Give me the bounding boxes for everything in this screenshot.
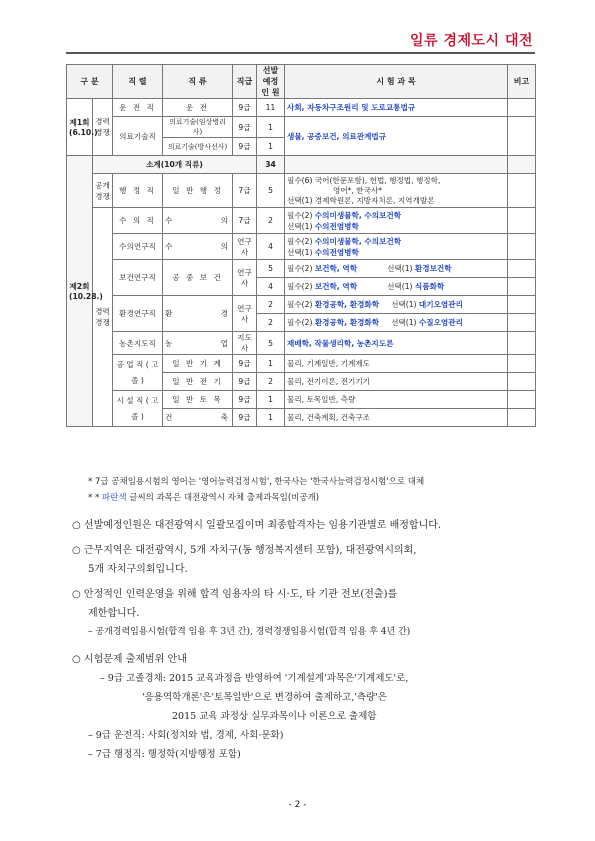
subject-highlight: 보건학, 역학 — [314, 282, 358, 291]
header-divider — [66, 52, 535, 54]
subject-highlight: 수의전염병학 — [314, 221, 359, 231]
subject-cell — [285, 278, 508, 296]
notice-subitem: – 9급 고졸경채: 2015 교육과정을 반영하여 '기계설계'과목은'기계제도'로, — [100, 673, 409, 684]
note-cell — [508, 260, 536, 278]
table-row — [67, 332, 536, 355]
subject-highlight: 환경보건학 — [414, 264, 452, 273]
count-cell: 1 — [257, 117, 285, 138]
count-cell: 1 — [257, 409, 285, 427]
footnote-text: 글씨의 과목은 대전광역시 자체 출제과목임(비공개) — [126, 493, 320, 503]
round-cell: 제2회 (10.28.) — [67, 156, 93, 427]
col-header: 선발예정 인 원 — [257, 65, 285, 99]
notice-item: ○ 안정적인 인력운영을 위해 합격 임용자의 타 시·도, 타 기관 전보(전출)를 — [72, 589, 398, 600]
notice-item: ○ 근무지역은 대전광역시, 5개 자치구(동 행정복지센터 포함), 대전광역시의회, — [72, 545, 417, 556]
subject-cell: 물리, 건축계획, 건축구조 — [285, 409, 508, 427]
grade-cell: 9급 — [233, 99, 257, 117]
type-cell: 공 중 보 건 — [163, 260, 233, 296]
type-cell: 농 업 — [163, 332, 233, 355]
notice-item: ○ 선발예정인원은 대전광역시 일괄모집이며 최종합격자는 임용기관별로 배정합니다. — [72, 520, 442, 531]
table-row — [67, 117, 536, 138]
count-cell: 11 — [257, 99, 285, 117]
grade-cell: 연구사 — [233, 234, 257, 260]
count-cell: 2 — [257, 296, 285, 314]
grade-cell: 7급 — [233, 208, 257, 234]
type-cell: 수 의 — [163, 208, 233, 234]
subject-prefix: 선택(1) — [287, 221, 315, 231]
col-header: 시 험 과 목 — [285, 65, 508, 99]
count-cell: 5 — [257, 260, 285, 278]
grade-cell: 9급 — [233, 355, 257, 373]
note-cell — [508, 208, 536, 234]
notice-subitem: – 공개경력임용시험(합격 임용 후 3년 간), 경력경쟁임용시험(합격 임용 후 4년 간) — [88, 627, 411, 637]
series-cell: 환경연구직 — [113, 296, 163, 332]
type-cell: 의료기술(임상병리사) — [163, 117, 233, 138]
subject-cell — [285, 156, 508, 174]
series-cell: 시 설 직 ( 고 졸 ) — [113, 391, 163, 427]
grade-cell: 연구사 — [233, 296, 257, 332]
series-cell: 의료기술직 — [113, 117, 163, 156]
footnote — [88, 490, 424, 506]
series-cell: 행 정 직 — [113, 174, 163, 208]
subject-cell — [285, 314, 508, 332]
notice-subitem-cont: '응용역학개론'은'토목일반'으로 변경하여 출제하고,'측량'은 — [142, 692, 387, 703]
series-cell: 수의연구직 — [113, 234, 163, 260]
subject-line — [287, 236, 505, 247]
table-header-row — [67, 65, 536, 99]
subject-prefix: 필수(2) — [287, 210, 315, 220]
subject-cell — [285, 208, 508, 234]
notice-subitem: – 7급 행정직: 행정학(지방행정 포함) — [88, 749, 241, 760]
note-cell — [508, 373, 536, 391]
col-header: 직 류 — [163, 65, 233, 99]
count-cell: 4 — [257, 234, 285, 260]
col-header: 직급 — [233, 65, 257, 99]
grade-cell: 9급 — [233, 391, 257, 409]
subject-cell — [285, 174, 508, 208]
table-footnotes — [88, 474, 424, 506]
subject-line — [287, 221, 505, 232]
subject-line: 영어*, 한국사* — [333, 185, 383, 195]
footnote-blue-word: 파란색 — [101, 493, 127, 503]
subject-prefix: 선택(1) — [287, 247, 315, 257]
subject-cell: 물리, 토목일반, 측량 — [285, 391, 508, 409]
count-cell: 1 — [257, 355, 285, 373]
subject-highlight: 수의전염병학 — [314, 247, 359, 257]
count-cell: 5 — [257, 332, 285, 355]
count-cell: 2 — [257, 208, 285, 234]
subject-prefix: 필수(2) — [287, 264, 315, 273]
brand-title: 일류 경제도시 대전 — [410, 33, 533, 49]
col-header: 구 분 — [67, 65, 113, 99]
note-cell — [508, 117, 536, 156]
subject-prefix: 필수(2) — [287, 318, 315, 327]
count-cell: 2 — [257, 314, 285, 332]
subject-cell — [285, 260, 508, 278]
subject-highlight: 대기오염관리 — [418, 300, 463, 309]
col-header: 비고 — [508, 65, 536, 99]
subject-prefix: 선택(1) — [391, 318, 419, 327]
grade-cell: 9급 — [233, 117, 257, 138]
grade-cell: 지도사 — [233, 332, 257, 355]
grade-cell: 연구사 — [233, 260, 257, 296]
count-cell: 5 — [257, 174, 285, 208]
type-cell: 건 축 — [163, 409, 233, 427]
table-row — [67, 99, 536, 117]
page-number: - 2 - — [288, 800, 307, 810]
subject-highlight: 보건학, 역학 — [314, 264, 358, 273]
col-header: 직 렬 — [113, 65, 163, 99]
subject-prefix: 선택(1) — [387, 264, 415, 273]
subject-highlight: 환경공학, 환경화학 — [314, 300, 380, 309]
subject-prefix: 필수(2) — [287, 236, 315, 246]
note-cell — [508, 278, 536, 296]
footnote-mark: * * — [88, 493, 102, 503]
count-cell: 4 — [257, 278, 285, 296]
subject-cell — [285, 296, 508, 314]
notice-subitem-cont: 2015 교육 과정상 실무과목이나 이론으로 출제함 — [172, 711, 377, 722]
series-cell: 보건연구직 — [113, 260, 163, 296]
note-cell — [508, 174, 536, 208]
subject-highlight: 식품화학 — [414, 282, 445, 291]
notice-item-cont: 5개 자치구의회입니다. — [88, 564, 188, 575]
subject-prefix: 선택(1) — [387, 282, 415, 291]
subject-highlight: 수의미생물학, 수의보건학 — [314, 210, 402, 220]
subject-line: 선택(1) 경제학원론, 지방자치론, 지역개발론 — [287, 195, 435, 205]
grade-cell: 9급 — [233, 138, 257, 156]
series-cell: 운 전 직 — [113, 99, 163, 117]
subtotal-label: 소계(10개 직류) — [93, 156, 257, 174]
type-cell: 일 반 기 계 — [163, 355, 233, 373]
note-cell — [508, 296, 536, 314]
notice-item: ○ 시험문제 출제범위 안내 — [72, 654, 187, 665]
subject-line — [287, 210, 505, 221]
table-row — [67, 208, 536, 234]
type-cell: 환 경 — [163, 296, 233, 332]
round-cell: 제1회 (6.10.) — [67, 99, 93, 156]
note-cell — [508, 99, 536, 117]
note-cell — [508, 332, 536, 355]
footnote: * 7급 공채임용시험의 영어는 '영어능력검정시험', 한국사는 '한국사능력검정시험'으로 대체 — [88, 477, 425, 487]
note-cell — [508, 409, 536, 427]
type-cell: 일 반 전 기 — [163, 373, 233, 391]
series-cell: 수 의 직 — [113, 208, 163, 234]
table-row — [67, 260, 536, 278]
notice-subitem: – 9급 운전직: 사회(정치와 법, 경제, 사회·문화) — [88, 730, 284, 741]
subtotal-row — [67, 156, 536, 174]
count-cell: 1 — [257, 138, 285, 156]
category-cell: 경력 경쟁 — [93, 99, 113, 156]
type-cell: 일 반 행 정 — [163, 174, 233, 208]
subject-prefix: 필수(2) — [287, 282, 315, 291]
count-cell: 1 — [257, 391, 285, 409]
grade-cell: 9급 — [233, 409, 257, 427]
note-cell — [508, 234, 536, 260]
subject-highlight: 수질오염관리 — [418, 318, 463, 327]
table-row — [67, 234, 536, 260]
type-cell: 운 전 — [163, 99, 233, 117]
subject-cell — [285, 234, 508, 260]
notice-item-cont: 제한합니다. — [88, 608, 140, 619]
subject-cell: 생물, 공중보건, 의료관계법규 — [285, 117, 508, 156]
series-cell: 공 업 직 ( 고 졸 ) — [113, 355, 163, 391]
notice-body — [72, 516, 542, 764]
subject-highlight: 수의미생물학, 수의보건학 — [314, 236, 402, 246]
subject-line — [287, 247, 505, 258]
count-cell: 2 — [257, 373, 285, 391]
subject-line: 필수(6) 국어(한문포함), 헌법, 행정법, 행정학, — [287, 175, 441, 185]
grade-cell: 7급 — [233, 174, 257, 208]
exam-table — [66, 64, 536, 427]
note-cell — [508, 391, 536, 409]
category-cell: 공개 경쟁 — [93, 174, 113, 208]
note-cell — [508, 314, 536, 332]
subject-highlight: 환경공학, 환경화학 — [314, 318, 380, 327]
subject-cell: 물리, 기계일반, 기계제도 — [285, 355, 508, 373]
table-row — [67, 174, 536, 208]
subtotal-count: 34 — [257, 156, 285, 174]
subject-cell: 사회, 자동차구조원리 및 도로교통법규 — [285, 99, 508, 117]
subject-prefix: 필수(2) — [287, 300, 315, 309]
type-cell: 의료기술(방사선사) — [163, 138, 233, 156]
category-cell: 경력 경쟁 — [93, 208, 113, 427]
series-cell: 농촌지도직 — [113, 332, 163, 355]
table-row — [67, 296, 536, 314]
table-row — [67, 355, 536, 373]
note-cell — [508, 355, 536, 373]
type-cell: 수 의 — [163, 234, 233, 260]
table-row — [67, 391, 536, 409]
grade-cell: 9급 — [233, 373, 257, 391]
type-cell: 일 반 토 목 — [163, 391, 233, 409]
note-cell — [508, 156, 536, 174]
subject-cell: 재배학, 작물생리학, 농촌지도론 — [285, 332, 508, 355]
subject-cell: 물리, 전기이론, 전기기기 — [285, 373, 508, 391]
subject-prefix: 선택(1) — [391, 300, 419, 309]
